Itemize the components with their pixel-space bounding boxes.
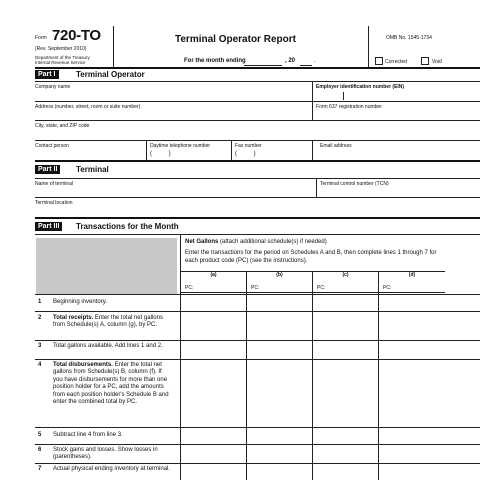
void-label: Void (432, 59, 442, 65)
contact-field[interactable] (35, 149, 145, 159)
part-3-title: Transactions for the Month (76, 222, 179, 231)
part-2-badge: Part II (35, 165, 60, 174)
form-word: Form (35, 35, 47, 41)
line-7-number: 7 (38, 466, 42, 472)
line-1-description: Beginning inventory. (53, 299, 107, 305)
form-revision: (Rev. September 2010) (35, 46, 87, 52)
agency-line-1: Department of the Treasury (35, 55, 90, 60)
line-4-number: 4 (38, 362, 42, 368)
terminal-name-label: Name of terminal (35, 181, 74, 187)
terminal-location-label: Terminal location (35, 200, 73, 206)
line-3-number: 3 (38, 343, 42, 349)
line-5-description: Subtract line 4 from line 3. (53, 432, 123, 438)
phone-label: Daytime telephone number (150, 143, 211, 149)
email-field[interactable] (320, 149, 445, 159)
address-label: Address (number, street, room or suite number) (35, 104, 141, 110)
line-6-number: 6 (38, 447, 42, 453)
form-637-field[interactable] (316, 110, 446, 119)
contact-label: Contact person (35, 143, 69, 149)
part-1-title: Terminal Operator (76, 70, 145, 79)
line-1-col-c-input[interactable] (313, 295, 377, 310)
void-checkbox[interactable] (421, 57, 429, 65)
terminal-name-field[interactable] (35, 187, 311, 196)
line-3-description: Total gallons available. Add lines 1 and 2. (53, 343, 163, 349)
line-2-description: Total receipts. Enter the total net gallons from Schedule(s) A, column (g), by PC. (53, 315, 163, 329)
line-1-number: 1 (38, 299, 42, 305)
line-1-col-a-input[interactable] (181, 295, 245, 310)
form-number: 720-TO (52, 27, 101, 44)
corrected-label: Corrected (385, 59, 407, 65)
ein-field[interactable] (316, 90, 446, 100)
shaded-header-area (36, 238, 177, 294)
form-637-label: Form 637 registration number (316, 104, 382, 110)
month-label: For the month ending (184, 58, 246, 64)
phone-field[interactable]: ( ) (150, 151, 171, 157)
city-label: City, state, and ZIP code (35, 123, 90, 129)
year-field[interactable] (300, 65, 312, 66)
column-a-letter: (a) (210, 272, 217, 278)
line-2-number: 2 (38, 315, 42, 321)
column-d-pc: PC: (383, 285, 392, 291)
column-d-letter: (d) (408, 272, 416, 278)
city-field[interactable] (35, 129, 435, 139)
company-name-label: Company name (35, 84, 71, 90)
column-c-pc: PC: (317, 285, 326, 291)
corrected-checkbox[interactable] (375, 57, 383, 65)
part-3-badge: Part III (35, 222, 62, 231)
fax-label: Fax number (235, 143, 262, 149)
column-b-letter: (b) (276, 272, 283, 278)
address-field[interactable] (35, 110, 311, 119)
month-ending-field[interactable] (244, 65, 282, 66)
line-7-description: Actual physical ending inventory at terminal. (53, 466, 171, 472)
line-4-description: Total disbursements. Enter the total net gallons from Schedule(s) B, column (f). If you have disbursements for more than one position holder for a PC, add the amounts from each position holder's Schedule B and enter the combined total by PC. (53, 362, 169, 406)
part-2-title: Terminal (76, 165, 109, 174)
column-b-pc: PC: (251, 285, 260, 291)
terminal-location-field[interactable] (35, 206, 435, 216)
column-c-letter: (c) (342, 272, 349, 278)
ein-label: Employer identification number (EIN) (316, 84, 405, 90)
form-title: Terminal Operator Report (175, 34, 296, 45)
email-label: Email address (320, 143, 352, 149)
part-1-badge: Part I (35, 70, 59, 79)
line-5-number: 5 (38, 432, 42, 438)
column-a-pc: PC: (185, 285, 194, 291)
omb-number: OMB No. 1545-1734 (386, 35, 432, 41)
year-suffix: . (314, 58, 316, 64)
year-prefix: , 20 (285, 58, 296, 64)
line-1-col-d-input[interactable] (379, 295, 443, 310)
tcn-field[interactable] (320, 187, 445, 196)
agency-line-2: Internal Revenue Service (35, 60, 86, 65)
fax-field[interactable]: ( ) (235, 151, 256, 157)
line-1-col-b-input[interactable] (247, 295, 311, 310)
tcn-label: Terminal control number (TCN) (320, 181, 389, 187)
net-gallons-heading: Net Gallons (attach additional schedule(s) if needed) (185, 239, 327, 245)
line-6-description: Stock gains and losses. Show losses in (parentheses). (53, 447, 158, 461)
net-gallons-instructions: Enter the transactions for the period on Schedules A and B, then complete lines 1 through 7 for each product code (PC) (see the instructions). (185, 250, 437, 264)
company-name-field[interactable] (35, 90, 311, 100)
